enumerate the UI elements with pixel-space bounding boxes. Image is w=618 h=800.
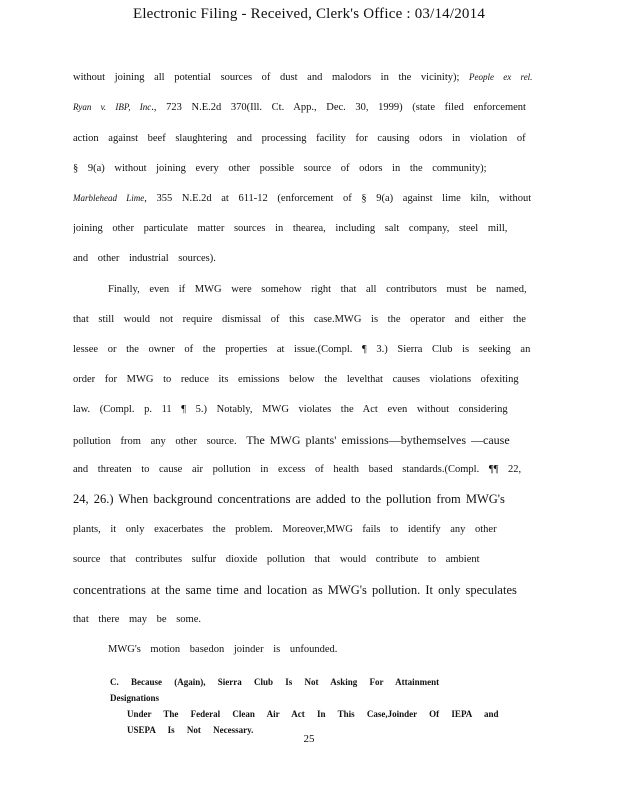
text-line-18: concentrations at the same time and location as MWG's pollution. It only speculates [73,583,517,597]
section-subheading [110,674,500,738]
text-line-14: and threaten to cause air pollution in excess of health based standards.(Compl. ¶¶ 22, [73,464,522,475]
text-line-13 [73,433,539,448]
text-line-19: that there may be some. [73,614,202,625]
case-citation: Marblehead Lime [73,193,145,203]
subheading-line-2: Under The Federal Clean Air Act In This Case,Joinder Of IEPA and [127,709,499,719]
text-line-4: § 9(a) without joining every other possible source of odors in the community); [73,163,487,174]
text-line-16: plants, it only exacerbates the problem. Moreover,MWG fails to identify any other [73,524,497,535]
text-line-3: action against beef slaughtering and processing facility for causing odors in violation of [73,133,526,144]
text-line-9: that still would not require dismissal of this case.MWG is the operator and either the [73,314,526,325]
page-number: 25 [303,733,315,745]
text-line-5 [73,193,539,204]
text-line-11: order for MWG to reduce its emissions below the levelthat causes violations ofexiting [73,374,519,385]
text-line-8: Finally, even if MWG were somehow right that all contributors must be named, [108,284,527,295]
text-line-2 [73,102,539,113]
text-line-12: law. (Compl. p. 11 ¶ 5.) Notably, MWG violates the Act even without considering [73,404,508,415]
text-line-17: source that contributes sulfur dioxide pollution that would contribute to ambient [73,554,480,565]
line-5-text: , 355 N.E.2d at 611-12 (enforcement of § 9(a) against lime kiln, without [144,193,532,204]
line-20-emphasis: MWG's motion based [108,644,214,655]
case-citation: Ryan v. IBP, Inc [73,102,152,112]
text-line-1 [73,72,539,83]
line-1-text: without joining all potential sources of dust and malodors in the vicinity); [73,72,460,83]
line-2-text: ., 723 N.E.2d 370(Ill. Ct. App., Dec. 30, 1999) (state filed enforcement [151,102,526,113]
line-20-text: on joinder is unfounded. [213,644,338,655]
filing-header: Electronic Filing - Received, Clerk's Office : 03/14/2014 [132,6,486,22]
subheading-line-1: C. Because (Again), Sierra Club Is Not Asking For Attainment Designations [110,677,440,703]
case-citation: People ex rel. [469,72,533,82]
text-line-20 [108,644,539,655]
subheading-line-3: USEPA Is Not Necessary. [127,725,254,735]
text-line-6: joining other particulate matter sources in thearea, including salt company, steel mill, [73,223,508,234]
text-line-10: lessee or the owner of the properties at issue.(Compl. ¶ 3.) Sierra Club is seeking an [73,344,531,355]
line-13-text: pollution from any other source. [73,436,237,447]
text-line-7: and other industrial sources). [73,253,216,264]
line-13-emphasis: The MWG plants' emissions—bythemselves —cause [246,433,510,447]
text-line-15: 24, 26.) When background concentrations are added to the pollution from MWG's [73,492,505,506]
